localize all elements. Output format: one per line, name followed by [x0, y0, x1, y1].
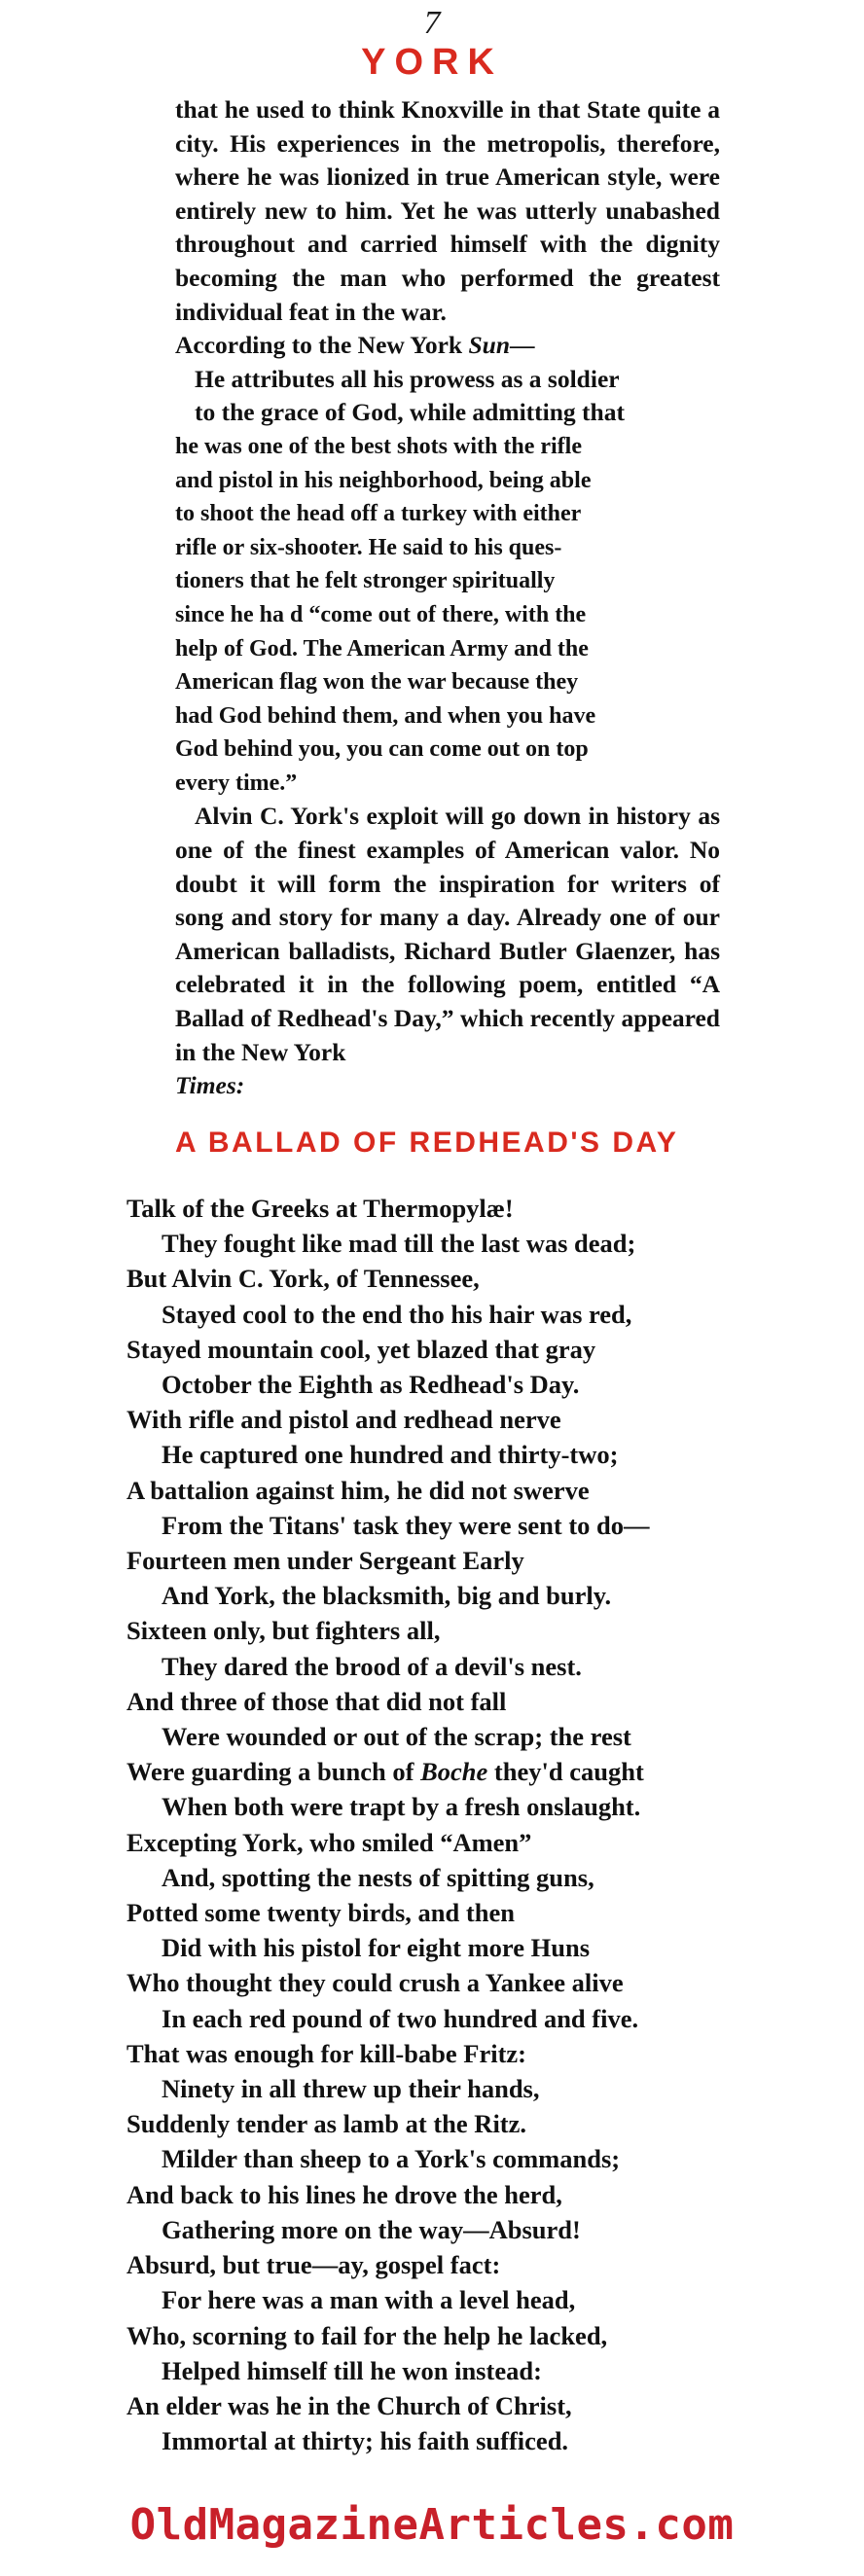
- poem-line: Stayed mountain cool, yet blazed that gray: [126, 1334, 596, 1364]
- newspaper-name-times: Times:: [175, 1071, 245, 1100]
- poem-line: And back to his lines he drove the herd,: [126, 2179, 562, 2209]
- poem-line: Milder than sheep to a York's commands;: [162, 2144, 621, 2174]
- poem-line-text: Were guarding a bunch of: [126, 1757, 421, 1787]
- quote-line: rifle or six-shooter. He said to his ques-: [175, 534, 562, 560]
- quote-line: he was one of the best shots with the rifle: [175, 433, 582, 459]
- poem-line: An elder was he in the Church of Christ,: [126, 2390, 572, 2420]
- poem-line: Helped himself till he won instead:: [162, 2355, 542, 2385]
- poem-line: Who thought they could crush a Yankee alive: [126, 1968, 624, 1998]
- paragraph-3-text: Alvin C. York's exploit will go down in history as one of the finest examples of American valor. No doubt it will form the inspiration for writers of song and story for many a day. Already one of our American balladists, Richard Butler Glaenzer, has celebrated it in the following poem, entitled “A Ballad of Redhead's Day,” which recently appeared in the New York: [175, 802, 720, 1066]
- poem-line-text: they'd caught: [487, 1757, 644, 1787]
- poem-line: Suddenly tender as lamb at the Ritz.: [126, 2109, 527, 2139]
- poem-line: Fourteen men under Sergeant Early: [126, 1546, 524, 1576]
- quote-line: had God behind them, and when you have: [175, 702, 596, 729]
- poem-line: Stayed cool to the end tho his hair was red,: [162, 1299, 632, 1329]
- poem-line: They fought like mad till the last was dead;: [162, 1229, 636, 1259]
- paragraph-1: that he used to think Knoxville in that State quite a city. His experiences in the metropolis, therefore, where he was lionized in true American style, were entirely new to him. Yet he was utterly unabashed throughout and carried himself with the dignity becoming the man who performed the greatest individual feat in the war.: [175, 95, 720, 326]
- paragraph-2-dash: —: [510, 331, 535, 360]
- poem-line: Who, scorning to fail for the help he lacked,: [126, 2320, 608, 2350]
- poem-line: And three of those that did not fall: [126, 1686, 507, 1716]
- quote-line: tioners that he felt stronger spiritually: [175, 568, 556, 594]
- quote-line: since he ha d “come out of there, with the: [175, 601, 587, 627]
- poem-line: When both were trapt by a fresh onslaught.: [162, 1792, 641, 1822]
- quote-line: to shoot the head off a turkey with either: [175, 501, 582, 527]
- poem-line: Gathering more on the way—Absurd!: [162, 2214, 581, 2244]
- poem-line: Sixteen only, but fighters all,: [126, 1616, 441, 1646]
- poem: [126, 1191, 798, 2458]
- poem-line: A battalion against him, he did not swerve: [126, 1475, 590, 1505]
- poem-line: He captured one hundred and thirty-two;: [162, 1440, 619, 1470]
- poem-line: With rifle and pistol and redhead nerve: [126, 1405, 561, 1435]
- site-watermark: OldMagazineArticles.com: [129, 2500, 735, 2550]
- poem-line: Did with his pistol for eight more Huns: [162, 1933, 591, 1963]
- poem-line: And York, the blacksmith, big and burly.: [162, 1581, 612, 1611]
- poem-line: Talk of the Greeks at Thermopylæ!: [126, 1194, 514, 1223]
- poem-line: And, spotting the nests of spitting guns,: [162, 1862, 594, 1892]
- article-prose: [175, 93, 720, 1103]
- poem-line: For here was a man with a level head,: [162, 2285, 576, 2315]
- block-quote: [175, 363, 720, 801]
- quote-line: American flag won the war because they: [175, 669, 579, 696]
- quote-line: help of God. The American Army and the: [175, 635, 589, 662]
- poem-title: A BALLAD OF REDHEAD'S DAY: [175, 1127, 679, 1159]
- poem-line: Potted some twenty birds, and then: [126, 1898, 515, 1928]
- poem-line: Excepting York, who smiled “Amen”: [126, 1827, 532, 1857]
- page-number: 7: [423, 5, 441, 41]
- poem-line: Were wounded or out of the scrap; the rest: [162, 1722, 631, 1752]
- poem-italic-word: Boche: [420, 1757, 488, 1787]
- paragraph-3: [175, 800, 720, 1102]
- poem-line: Absurd, but true—ay, gospel fact:: [126, 2250, 501, 2280]
- poem-line: Immortal at thirty; his faith sufficed.: [162, 2426, 569, 2456]
- paragraph-2: [175, 329, 720, 363]
- newspaper-name: Sun: [468, 331, 511, 360]
- poem-line: October the Eighth as Redhead's Day.: [162, 1370, 580, 1400]
- quote-line: and pistol in his neighborhood, being able: [175, 467, 592, 493]
- quote-line: God behind you, you can come out on top: [175, 736, 589, 763]
- quote-line: He attributes all his prowess as a soldier: [195, 364, 620, 393]
- quote-line: to the grace of God, while admitting that: [195, 398, 625, 427]
- article-header-title: YORK: [361, 42, 503, 83]
- poem-line: But Alvin C. York, of Tennessee,: [126, 1264, 480, 1294]
- poem-line-boche: [126, 1754, 798, 1789]
- poem-line: Ninety in all threw up their hands,: [162, 2074, 540, 2104]
- paragraph-2-text: According to the New York: [175, 331, 469, 360]
- poem-line: In each red pound of two hundred and five.: [162, 2003, 639, 2033]
- poem-line: That was enough for kill-babe Fritz:: [126, 2038, 527, 2068]
- poem-line: They dared the brood of a devil's nest.: [162, 1651, 582, 1681]
- quote-line: every time.”: [175, 769, 298, 796]
- poem-line: From the Titans' task they were sent to do—: [162, 1510, 650, 1540]
